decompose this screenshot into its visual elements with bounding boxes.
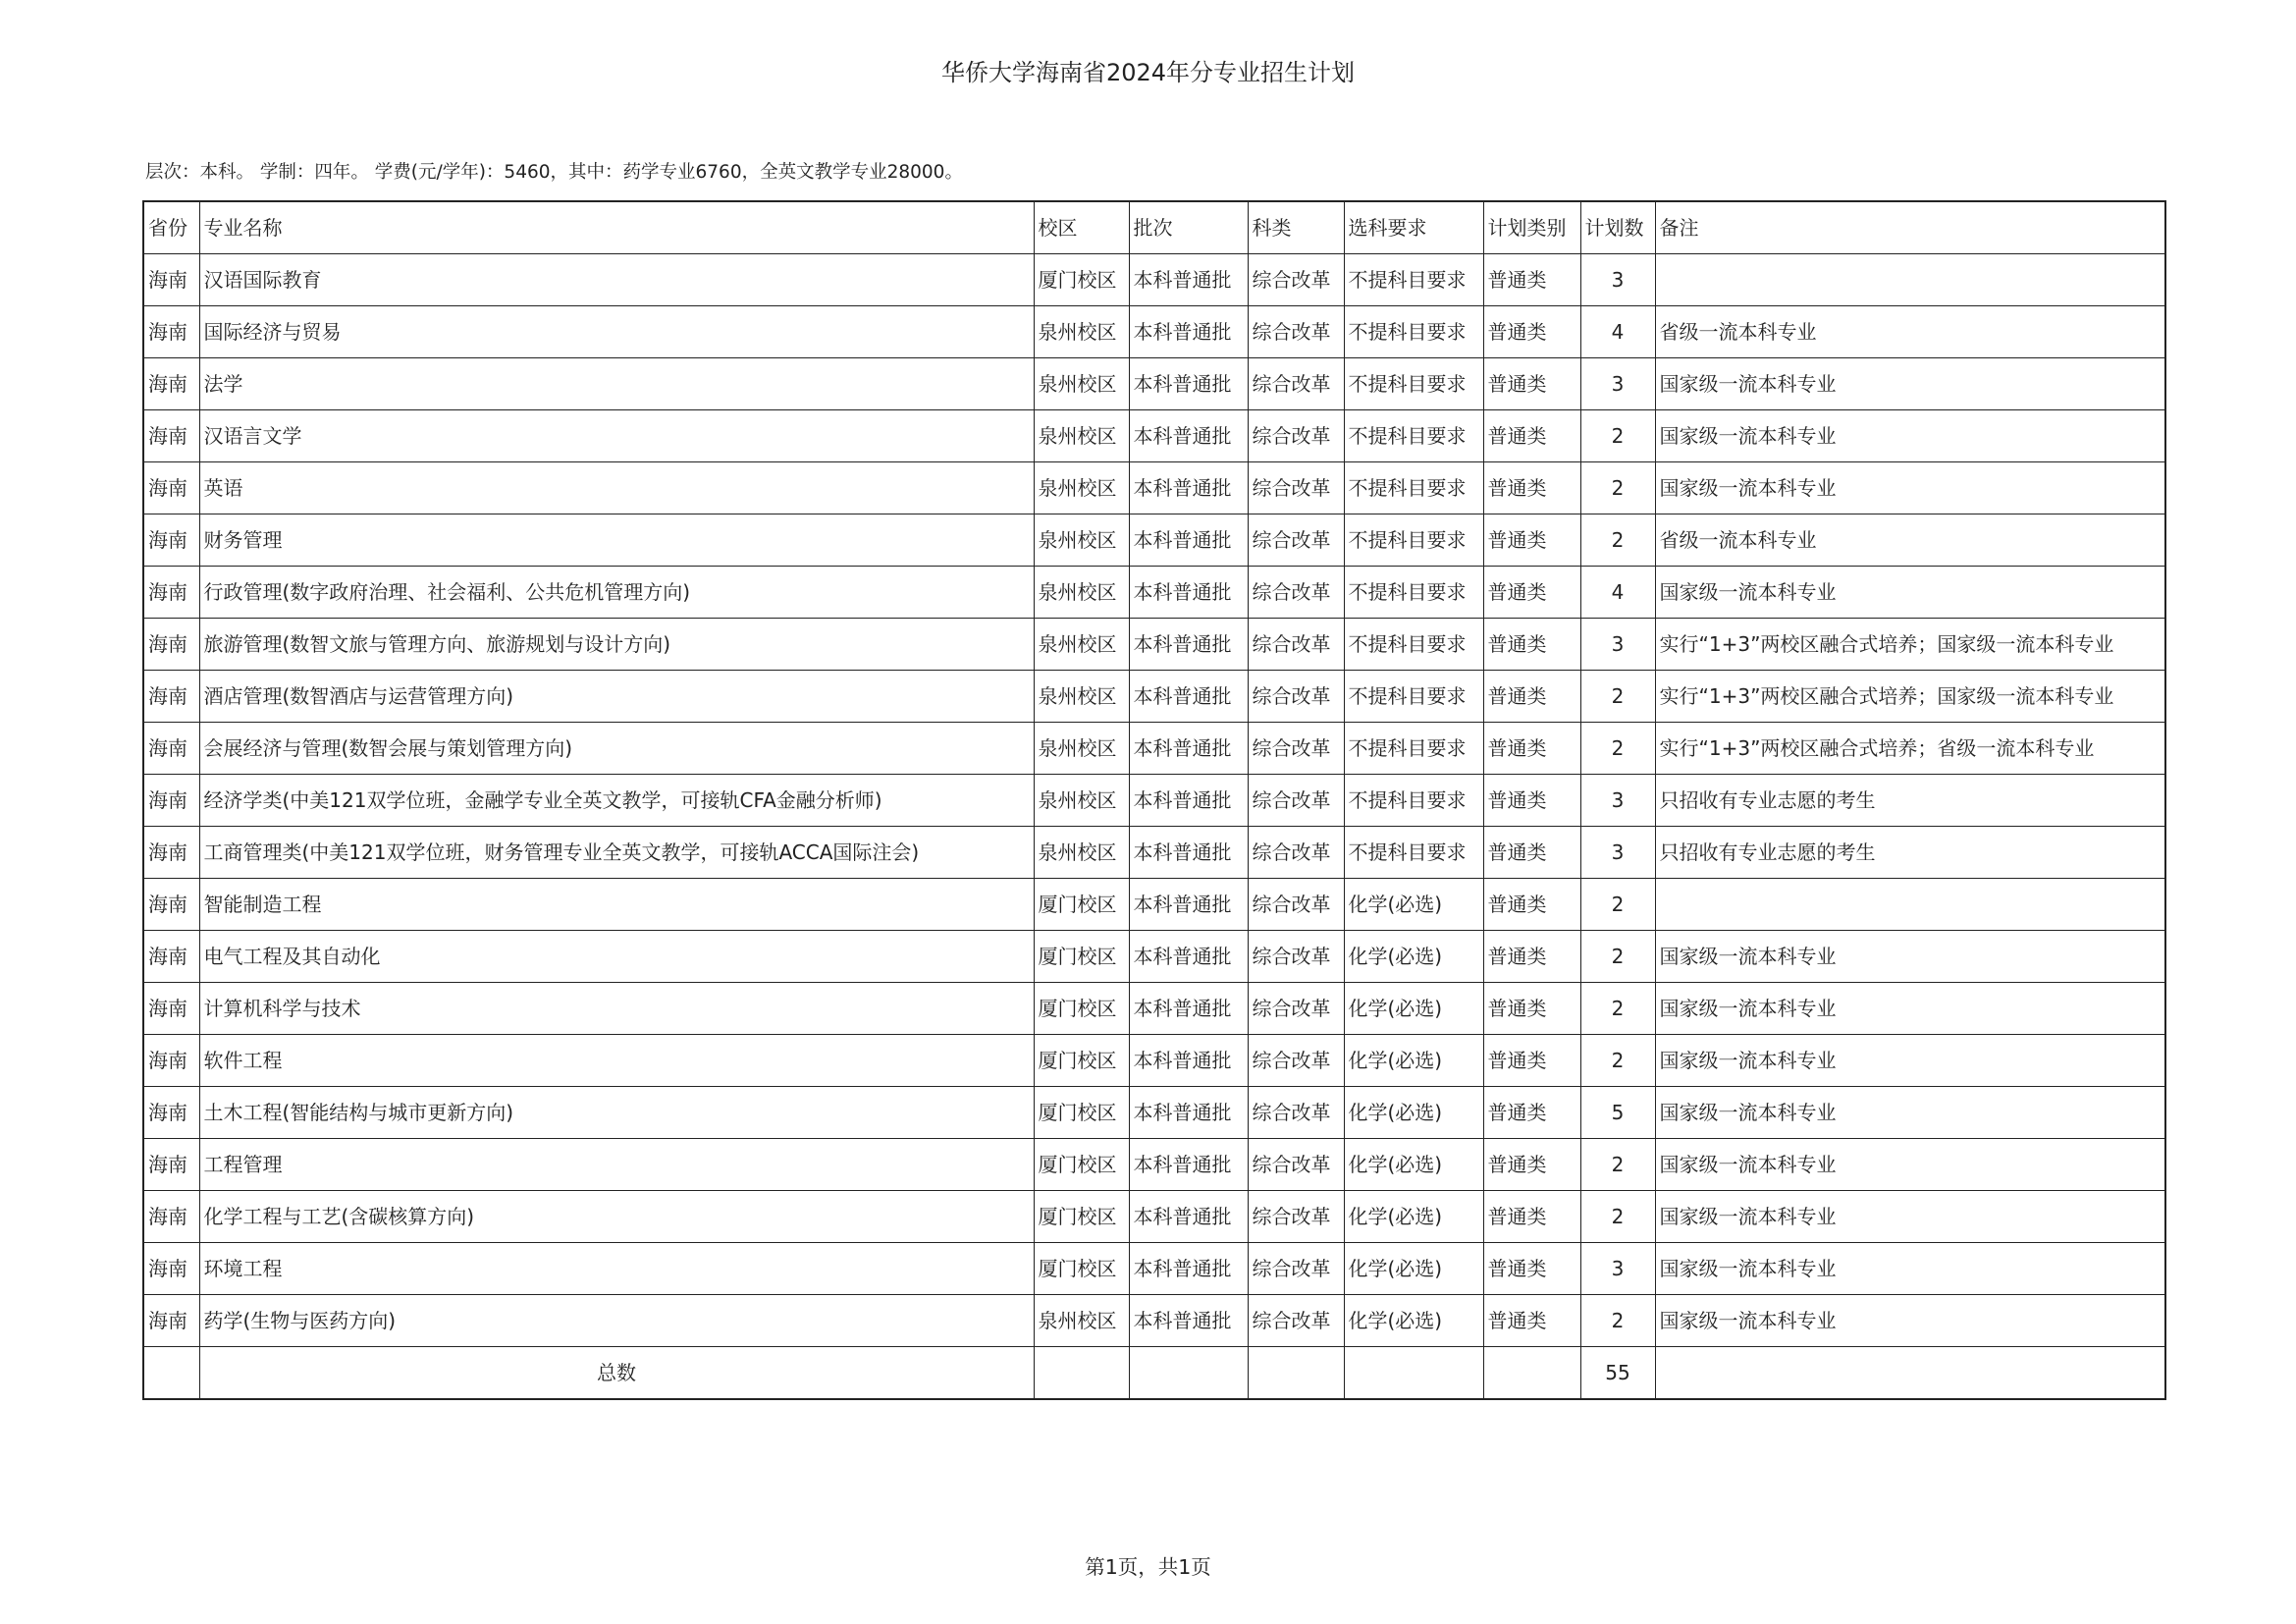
- cell-subject-requirement: 化学(必选): [1344, 1191, 1483, 1243]
- total-label: 总数: [199, 1347, 1034, 1400]
- cell-plan-type: 普通类: [1483, 1191, 1580, 1243]
- header-province: 省份: [143, 201, 199, 254]
- cell-plan-count: 2: [1580, 931, 1655, 983]
- program-info-line: 层次：本科。 学制：四年。 学费(元/学年)：5460，其中：药学专业6760，全英文教学专业28000。: [145, 162, 963, 183]
- cell-major-name: 汉语言文学: [199, 410, 1034, 462]
- total-empty-cell: [1344, 1347, 1483, 1400]
- cell-remarks: 只招收有专业志愿的考生: [1655, 775, 2165, 827]
- cell-plan-count: 3: [1580, 775, 1655, 827]
- table-row: [143, 514, 2165, 567]
- table-row: [143, 879, 2165, 931]
- cell-campus: 厦门校区: [1034, 1243, 1129, 1295]
- cell-plan-type: 普通类: [1483, 1243, 1580, 1295]
- cell-plan-count: 3: [1580, 619, 1655, 671]
- cell-batch: 本科普通批: [1129, 983, 1248, 1035]
- cell-subject-requirement: 化学(必选): [1344, 879, 1483, 931]
- cell-subject-requirement: 不提科目要求: [1344, 514, 1483, 567]
- cell-remarks: [1655, 879, 2165, 931]
- total-empty-cell: [1248, 1347, 1344, 1400]
- cell-plan-type: 普通类: [1483, 671, 1580, 723]
- header-remarks: 备注: [1655, 201, 2165, 254]
- cell-subject-category: 综合改革: [1248, 1243, 1344, 1295]
- cell-plan-count: 2: [1580, 410, 1655, 462]
- cell-plan-type: 普通类: [1483, 619, 1580, 671]
- cell-plan-type: 普通类: [1483, 879, 1580, 931]
- cell-remarks: 实行“1+3”两校区融合式培养；省级一流本科专业: [1655, 723, 2165, 775]
- cell-plan-count: 2: [1580, 983, 1655, 1035]
- cell-subject-requirement: 化学(必选): [1344, 1139, 1483, 1191]
- cell-batch: 本科普通批: [1129, 723, 1248, 775]
- cell-batch: 本科普通批: [1129, 1191, 1248, 1243]
- cell-campus: 泉州校区: [1034, 775, 1129, 827]
- cell-remarks: 国家级一流本科专业: [1655, 462, 2165, 514]
- cell-subject-category: 综合改革: [1248, 567, 1344, 619]
- cell-plan-type: 普通类: [1483, 931, 1580, 983]
- cell-campus: 泉州校区: [1034, 671, 1129, 723]
- cell-remarks: 国家级一流本科专业: [1655, 1035, 2165, 1087]
- cell-plan-count: 2: [1580, 671, 1655, 723]
- cell-campus: 泉州校区: [1034, 462, 1129, 514]
- cell-major-name: 化学工程与工艺(含碳核算方向): [199, 1191, 1034, 1243]
- cell-plan-count: 4: [1580, 306, 1655, 358]
- cell-batch: 本科普通批: [1129, 827, 1248, 879]
- header-campus: 校区: [1034, 201, 1129, 254]
- cell-province: 海南: [143, 1035, 199, 1087]
- cell-major-name: 电气工程及其自动化: [199, 931, 1034, 983]
- cell-plan-count: 2: [1580, 1035, 1655, 1087]
- cell-major-name: 智能制造工程: [199, 879, 1034, 931]
- cell-batch: 本科普通批: [1129, 879, 1248, 931]
- cell-plan-type: 普通类: [1483, 567, 1580, 619]
- cell-batch: 本科普通批: [1129, 1035, 1248, 1087]
- cell-campus: 泉州校区: [1034, 306, 1129, 358]
- cell-subject-category: 综合改革: [1248, 462, 1344, 514]
- cell-plan-type: 普通类: [1483, 254, 1580, 306]
- cell-campus: 泉州校区: [1034, 827, 1129, 879]
- cell-subject-requirement: 不提科目要求: [1344, 671, 1483, 723]
- header-major-name: 专业名称: [199, 201, 1034, 254]
- cell-plan-type: 普通类: [1483, 775, 1580, 827]
- cell-subject-category: 综合改革: [1248, 254, 1344, 306]
- table-row: [143, 358, 2165, 410]
- cell-province: 海南: [143, 410, 199, 462]
- cell-remarks: 国家级一流本科专业: [1655, 358, 2165, 410]
- cell-campus: 泉州校区: [1034, 619, 1129, 671]
- cell-major-name: 行政管理(数字政府治理、社会福利、公共危机管理方向): [199, 567, 1034, 619]
- total-empty-cell: [1655, 1347, 2165, 1400]
- cell-plan-type: 普通类: [1483, 410, 1580, 462]
- header-subject-requirement: 选科要求: [1344, 201, 1483, 254]
- cell-major-name: 环境工程: [199, 1243, 1034, 1295]
- cell-campus: 厦门校区: [1034, 1191, 1129, 1243]
- cell-major-name: 会展经济与管理(数智会展与策划管理方向): [199, 723, 1034, 775]
- cell-remarks: 国家级一流本科专业: [1655, 1139, 2165, 1191]
- cell-batch: 本科普通批: [1129, 306, 1248, 358]
- cell-subject-requirement: 化学(必选): [1344, 1035, 1483, 1087]
- cell-remarks: 国家级一流本科专业: [1655, 931, 2165, 983]
- table-row: [143, 775, 2165, 827]
- cell-campus: 厦门校区: [1034, 1139, 1129, 1191]
- cell-plan-type: 普通类: [1483, 983, 1580, 1035]
- table-row: [143, 1295, 2165, 1347]
- cell-subject-category: 综合改革: [1248, 1035, 1344, 1087]
- cell-batch: 本科普通批: [1129, 619, 1248, 671]
- cell-plan-type: 普通类: [1483, 1087, 1580, 1139]
- table-row: [143, 1191, 2165, 1243]
- cell-major-name: 国际经济与贸易: [199, 306, 1034, 358]
- cell-major-name: 经济学类(中美121双学位班，金融学专业全英文教学，可接轨CFA金融分析师): [199, 775, 1034, 827]
- table-row: [143, 931, 2165, 983]
- enrollment-plan-table: [142, 200, 2166, 1400]
- cell-subject-category: 综合改革: [1248, 723, 1344, 775]
- cell-subject-requirement: 不提科目要求: [1344, 306, 1483, 358]
- cell-subject-category: 综合改革: [1248, 514, 1344, 567]
- cell-plan-type: 普通类: [1483, 827, 1580, 879]
- cell-major-name: 软件工程: [199, 1035, 1034, 1087]
- cell-subject-category: 综合改革: [1248, 619, 1344, 671]
- cell-remarks: 省级一流本科专业: [1655, 306, 2165, 358]
- cell-major-name: 旅游管理(数智文旅与管理方向、旅游规划与设计方向): [199, 619, 1034, 671]
- cell-remarks: 国家级一流本科专业: [1655, 410, 2165, 462]
- cell-campus: 厦门校区: [1034, 983, 1129, 1035]
- table-header-row: [143, 201, 2165, 254]
- cell-plan-count: 2: [1580, 514, 1655, 567]
- cell-plan-count: 2: [1580, 462, 1655, 514]
- cell-major-name: 汉语国际教育: [199, 254, 1034, 306]
- cell-subject-category: 综合改革: [1248, 358, 1344, 410]
- cell-subject-category: 综合改革: [1248, 306, 1344, 358]
- cell-subject-category: 综合改革: [1248, 775, 1344, 827]
- cell-subject-category: 综合改革: [1248, 1191, 1344, 1243]
- cell-plan-count: 5: [1580, 1087, 1655, 1139]
- cell-subject-requirement: 不提科目要求: [1344, 567, 1483, 619]
- cell-campus: 泉州校区: [1034, 358, 1129, 410]
- cell-subject-requirement: 不提科目要求: [1344, 723, 1483, 775]
- cell-subject-requirement: 化学(必选): [1344, 1087, 1483, 1139]
- cell-subject-requirement: 化学(必选): [1344, 983, 1483, 1035]
- cell-campus: 泉州校区: [1034, 723, 1129, 775]
- cell-province: 海南: [143, 931, 199, 983]
- cell-batch: 本科普通批: [1129, 1243, 1248, 1295]
- total-empty-cell: [143, 1347, 199, 1400]
- cell-plan-type: 普通类: [1483, 1139, 1580, 1191]
- cell-subject-requirement: 不提科目要求: [1344, 410, 1483, 462]
- cell-plan-count: 4: [1580, 567, 1655, 619]
- cell-plan-count: 2: [1580, 1191, 1655, 1243]
- table-row: [143, 1087, 2165, 1139]
- cell-remarks: [1655, 254, 2165, 306]
- cell-province: 海南: [143, 254, 199, 306]
- cell-remarks: 国家级一流本科专业: [1655, 1087, 2165, 1139]
- cell-remarks: 实行“1+3”两校区融合式培养；国家级一流本科专业: [1655, 619, 2165, 671]
- cell-plan-count: 2: [1580, 879, 1655, 931]
- cell-subject-category: 综合改革: [1248, 1139, 1344, 1191]
- total-empty-cell: [1034, 1347, 1129, 1400]
- cell-subject-requirement: 不提科目要求: [1344, 775, 1483, 827]
- total-empty-cell: [1483, 1347, 1580, 1400]
- cell-batch: 本科普通批: [1129, 254, 1248, 306]
- cell-plan-type: 普通类: [1483, 1295, 1580, 1347]
- cell-province: 海南: [143, 1087, 199, 1139]
- cell-subject-category: 综合改革: [1248, 1295, 1344, 1347]
- table-row: [143, 462, 2165, 514]
- table-row: [143, 827, 2165, 879]
- cell-campus: 厦门校区: [1034, 1035, 1129, 1087]
- cell-plan-count: 3: [1580, 827, 1655, 879]
- cell-remarks: 国家级一流本科专业: [1655, 1191, 2165, 1243]
- page-footer: 第1页，共1页: [1085, 1555, 1211, 1579]
- table-total-row: [143, 1347, 2165, 1400]
- cell-campus: 泉州校区: [1034, 514, 1129, 567]
- table-row: [143, 254, 2165, 306]
- cell-subject-requirement: 不提科目要求: [1344, 462, 1483, 514]
- cell-subject-requirement: 不提科目要求: [1344, 827, 1483, 879]
- cell-province: 海南: [143, 775, 199, 827]
- cell-subject-requirement: 化学(必选): [1344, 1295, 1483, 1347]
- table-row: [143, 410, 2165, 462]
- cell-province: 海南: [143, 671, 199, 723]
- cell-remarks: 实行“1+3”两校区融合式培养；国家级一流本科专业: [1655, 671, 2165, 723]
- table-row: [143, 671, 2165, 723]
- cell-major-name: 酒店管理(数智酒店与运营管理方向): [199, 671, 1034, 723]
- cell-plan-count: 3: [1580, 358, 1655, 410]
- cell-plan-count: 2: [1580, 1139, 1655, 1191]
- cell-campus: 泉州校区: [1034, 1295, 1129, 1347]
- header-plan-type: 计划类别: [1483, 201, 1580, 254]
- cell-major-name: 工商管理类(中美121双学位班，财务管理专业全英文教学，可接轨ACCA国际注会): [199, 827, 1034, 879]
- table-row: [143, 1243, 2165, 1295]
- cell-batch: 本科普通批: [1129, 358, 1248, 410]
- cell-subject-category: 综合改革: [1248, 879, 1344, 931]
- cell-batch: 本科普通批: [1129, 567, 1248, 619]
- cell-subject-category: 综合改革: [1248, 931, 1344, 983]
- table-row: [143, 723, 2165, 775]
- cell-remarks: 国家级一流本科专业: [1655, 1243, 2165, 1295]
- cell-major-name: 工程管理: [199, 1139, 1034, 1191]
- total-empty-cell: [1129, 1347, 1248, 1400]
- cell-major-name: 财务管理: [199, 514, 1034, 567]
- cell-province: 海南: [143, 462, 199, 514]
- cell-batch: 本科普通批: [1129, 514, 1248, 567]
- table-row: [143, 567, 2165, 619]
- cell-batch: 本科普通批: [1129, 671, 1248, 723]
- cell-plan-type: 普通类: [1483, 1035, 1580, 1087]
- cell-plan-type: 普通类: [1483, 462, 1580, 514]
- header-batch: 批次: [1129, 201, 1248, 254]
- cell-major-name: 英语: [199, 462, 1034, 514]
- table-row: [143, 1035, 2165, 1087]
- cell-province: 海南: [143, 567, 199, 619]
- cell-subject-requirement: 不提科目要求: [1344, 619, 1483, 671]
- cell-province: 海南: [143, 827, 199, 879]
- cell-campus: 厦门校区: [1034, 879, 1129, 931]
- cell-province: 海南: [143, 619, 199, 671]
- cell-plan-count: 2: [1580, 723, 1655, 775]
- table-row: [143, 983, 2165, 1035]
- cell-subject-category: 综合改革: [1248, 671, 1344, 723]
- cell-major-name: 法学: [199, 358, 1034, 410]
- cell-batch: 本科普通批: [1129, 775, 1248, 827]
- cell-batch: 本科普通批: [1129, 1087, 1248, 1139]
- cell-plan-count: 2: [1580, 1295, 1655, 1347]
- cell-remarks: 国家级一流本科专业: [1655, 983, 2165, 1035]
- table-row: [143, 1139, 2165, 1191]
- header-plan-count: 计划数: [1580, 201, 1655, 254]
- cell-plan-count: 3: [1580, 254, 1655, 306]
- cell-plan-type: 普通类: [1483, 358, 1580, 410]
- cell-province: 海南: [143, 723, 199, 775]
- table-row: [143, 619, 2165, 671]
- cell-subject-category: 综合改革: [1248, 1087, 1344, 1139]
- cell-remarks: 只招收有专业志愿的考生: [1655, 827, 2165, 879]
- cell-remarks: 国家级一流本科专业: [1655, 1295, 2165, 1347]
- cell-plan-type: 普通类: [1483, 306, 1580, 358]
- cell-province: 海南: [143, 358, 199, 410]
- cell-province: 海南: [143, 514, 199, 567]
- cell-subject-requirement: 不提科目要求: [1344, 358, 1483, 410]
- cell-campus: 厦门校区: [1034, 931, 1129, 983]
- cell-remarks: 国家级一流本科专业: [1655, 567, 2165, 619]
- cell-province: 海南: [143, 879, 199, 931]
- cell-batch: 本科普通批: [1129, 1139, 1248, 1191]
- cell-major-name: 药学(生物与医药方向): [199, 1295, 1034, 1347]
- cell-plan-type: 普通类: [1483, 514, 1580, 567]
- cell-subject-category: 综合改革: [1248, 827, 1344, 879]
- cell-province: 海南: [143, 1243, 199, 1295]
- cell-major-name: 计算机科学与技术: [199, 983, 1034, 1035]
- page-title: 华侨大学海南省2024年分专业招生计划: [940, 59, 1356, 86]
- cell-campus: 泉州校区: [1034, 567, 1129, 619]
- cell-province: 海南: [143, 1295, 199, 1347]
- cell-batch: 本科普通批: [1129, 410, 1248, 462]
- cell-major-name: 土木工程(智能结构与城市更新方向): [199, 1087, 1034, 1139]
- cell-subject-requirement: 化学(必选): [1344, 931, 1483, 983]
- cell-subject-requirement: 不提科目要求: [1344, 254, 1483, 306]
- cell-campus: 厦门校区: [1034, 254, 1129, 306]
- table-row: [143, 306, 2165, 358]
- cell-subject-requirement: 化学(必选): [1344, 1243, 1483, 1295]
- header-subject-category: 科类: [1248, 201, 1344, 254]
- cell-batch: 本科普通批: [1129, 462, 1248, 514]
- cell-plan-count: 3: [1580, 1243, 1655, 1295]
- total-value: 55: [1580, 1347, 1655, 1400]
- cell-province: 海南: [143, 1139, 199, 1191]
- cell-campus: 厦门校区: [1034, 1087, 1129, 1139]
- cell-plan-type: 普通类: [1483, 723, 1580, 775]
- cell-subject-category: 综合改革: [1248, 410, 1344, 462]
- cell-province: 海南: [143, 1191, 199, 1243]
- cell-subject-category: 综合改革: [1248, 983, 1344, 1035]
- cell-campus: 泉州校区: [1034, 410, 1129, 462]
- cell-batch: 本科普通批: [1129, 1295, 1248, 1347]
- cell-batch: 本科普通批: [1129, 931, 1248, 983]
- cell-remarks: 省级一流本科专业: [1655, 514, 2165, 567]
- cell-province: 海南: [143, 306, 199, 358]
- cell-province: 海南: [143, 983, 199, 1035]
